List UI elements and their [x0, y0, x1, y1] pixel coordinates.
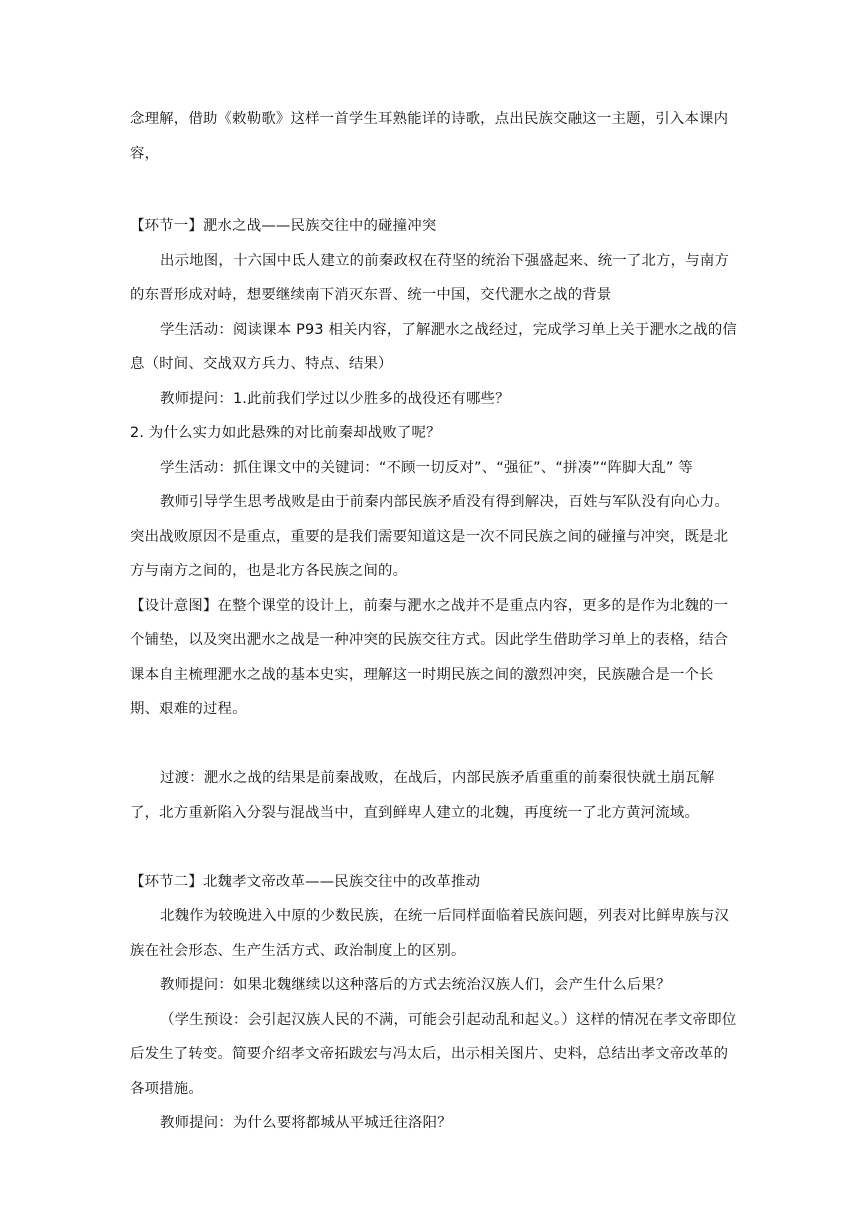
spacer [130, 171, 742, 209]
paragraph-student-activity-reading: 学生活动：阅读课本 P93 相关内容，了解淝水之战经过，完成学习单上关于淝水之战的信息（时间、交战双方兵力、特点、结果） [130, 321, 737, 372]
paragraph-northern-wei-intro: 北魏作为较晚进入中原的少数民族，在统一后同样面临着民族问题，列表对比鲜卑族与汉族在社会形态、生产生活方式、政治制度上的区别。 [130, 908, 730, 959]
paragraph-teacher-question-consequence: 教师提问：如果北魏继续以这种落后的方式去统治汉族人们，会产生什么后果？ [160, 977, 671, 993]
section-two-heading [130, 865, 742, 900]
section-one-label: 【环节一】 [130, 218, 203, 234]
paragraph-background: 出示地图，十六国中氐人建立的前秦政权在苻坚的统治下强盛起来、统一了北方，与南方的东晋形成对峙，想要继续南下消灭东晋、统一中国，交代淝水之战的背景 [130, 252, 730, 303]
design-intent-label: 【设计意图】 [130, 597, 218, 614]
design-intent-text: 在整个课堂的设计上，前秦与淝水之战并不是重点内容，更多的是作为北魏的一个铺垫，以及突出淝水之战是一种冲突的民族交往方式。因此学生借助学习单上的表格，结合课本自主梳理淝水之战的基本史实，理解这一时期民族之间的激烈冲突，民族融合是一个长期、艰难的过程。 [130, 597, 729, 717]
section-two-label: 【环节二】 [130, 873, 203, 890]
paragraph-student-activity-keywords: 学生活动：抓住课文中的关键词：“不顾一切反对”、“强征”、“拼凑”“阵脚大乱” 等 [160, 459, 693, 476]
paragraph-teacher-question-two: 2. 为什么实力如此悬殊的对比前秦却战败了呢？ [130, 425, 441, 441]
paragraph-teacher-question-capital: 教师提问：为什么要将都城从平城迁往洛阳？ [160, 1115, 452, 1131]
paragraph-teacher-guidance: 教师引导学生思考战败是由于前秦内部民族矛盾没有得到解决，百姓与军队没有向心力。突出战败原因不是重点，重要的是我们需要知道这是一次不同民族之间的碰撞与冲突，既是北方与南方之间的，也是北方各民族之间的。 [130, 494, 730, 579]
spacer [130, 727, 742, 762]
section-one-heading [130, 209, 742, 244]
intro-paragraph: 念理解，借助《敕勒歌》这样一首学生耳熟能详的诗歌，点出民族交融这一主题，引入本课内容， [130, 111, 729, 162]
design-intent-paragraph [130, 589, 742, 727]
document-body [130, 102, 742, 1141]
paragraph-student-prediction: （学生预设：会引起汉族人民的不满，可能会引起动乱和起义。）这样的情况在孝文帝即位后发生了转变。简要介绍孝文帝拓跋宏与冯太后，出示相关图片、史料，总结出孝文帝改革的各项措施。 [130, 1011, 737, 1097]
spacer [130, 830, 742, 865]
section-two-title: 北魏孝文帝改革——民族交往中的改革推动 [202, 873, 481, 890]
paragraph-teacher-question-one: 教师提问：1.此前我们学过以少胜多的战役还有哪些？ [160, 390, 510, 407]
section-one-title: 淝水之战——民族交往中的碰撞冲突 [202, 218, 437, 234]
paragraph-transition: 过渡：淝水之战的结果是前秦战败，在战后，内部民族矛盾重重的前秦很快就土崩瓦解了，北方重新陷入分裂与混战当中，直到鲜卑人建立的北魏，再度统一了北方黄河流域。 [130, 770, 715, 821]
